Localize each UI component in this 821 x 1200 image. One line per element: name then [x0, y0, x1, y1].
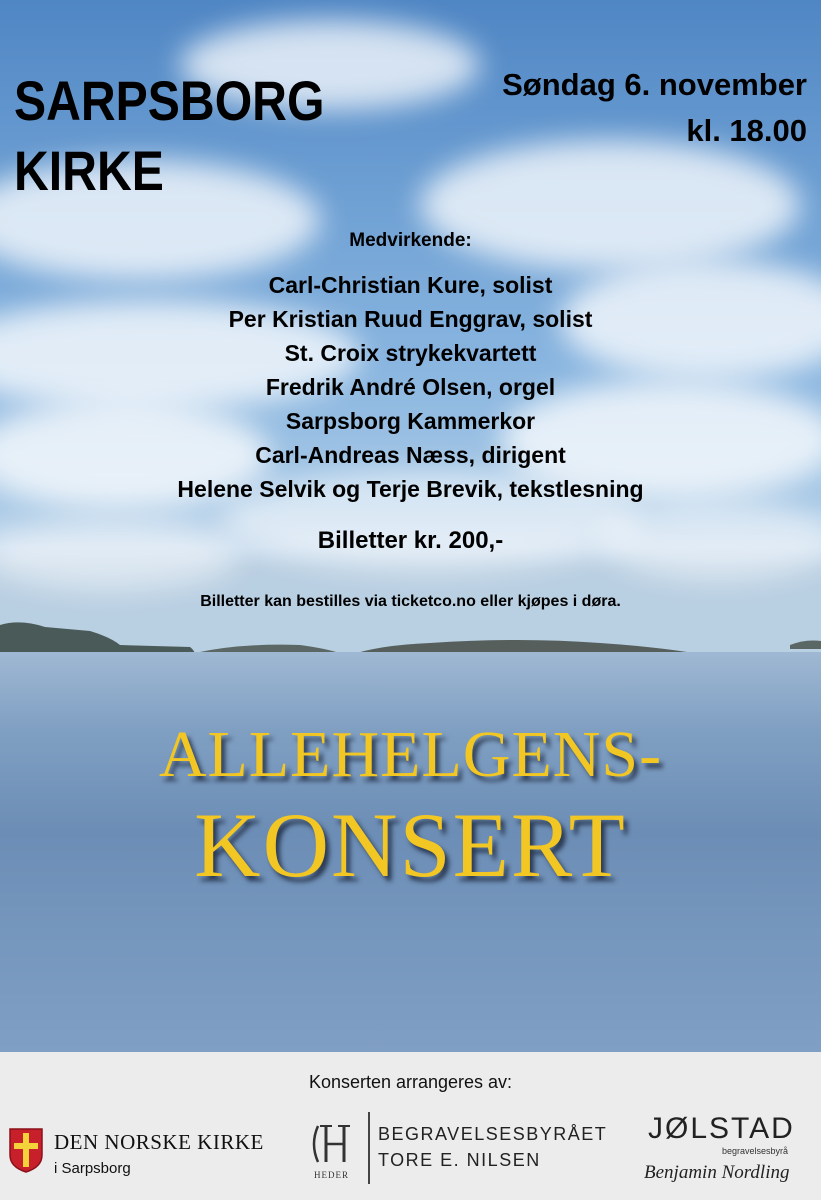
participant: Carl-Andreas Næss, dirigent: [255, 442, 566, 468]
den-norske-kirke-sub: i Sarpsborg: [54, 1160, 131, 1177]
organizers-label: Konserten arrangeres av:: [308, 1072, 513, 1092]
event-date: Søndag 6. november: [502, 67, 807, 102]
participant: Fredrik André Olsen, orgel: [265, 374, 556, 400]
event-time: kl. 18.00: [686, 113, 807, 148]
jolstad-name: JØLSTAD: [648, 1112, 795, 1145]
participant: Sarpsborg Kammerkor: [285, 408, 536, 434]
den-norske-kirke-logo: [8, 1122, 278, 1182]
heder-monogram-icon: [308, 1120, 358, 1168]
ticket-info: Billetter kan bestilles via ticketco.no eller kjøpes i døra.: [200, 593, 621, 610]
church-name: [14, 66, 324, 206]
begravelsesbyraaet-name-line1: BEGRAVELSESBYRÅET: [378, 1124, 608, 1144]
church-name-line1: SARPSBORG: [14, 69, 325, 132]
heder-mark-text: HEDER: [314, 1170, 349, 1180]
concert-title-line2: KONSERT: [194, 794, 627, 896]
logo-divider: [368, 1112, 370, 1184]
participant: Per Kristian Ruud Enggrav, solist: [228, 306, 593, 332]
event-datetime: [502, 62, 807, 154]
begravelsesbyraaet-name-line2: TORE E. NILSEN: [378, 1150, 541, 1170]
participant: Carl-Christian Kure, solist: [268, 272, 553, 298]
church-cross-icon: [8, 1127, 44, 1173]
participants-list: [0, 268, 821, 506]
jolstad-logo: [636, 1112, 816, 1192]
den-norske-kirke-name: DEN NORSKE KIRKE: [54, 1130, 264, 1154]
church-name-line2: KIRKE: [14, 139, 164, 202]
participant: St. Croix strykekvartett: [284, 340, 537, 366]
jolstad-tagline: Benjamin Nordling: [644, 1162, 790, 1183]
jolstad-sub: begravelsesbyrå: [722, 1146, 789, 1156]
participant: Helene Selvik og Terje Brevik, tekstlesning: [177, 476, 644, 502]
organizers-footer: [0, 1052, 821, 1200]
participants-heading: Medvirkende:: [349, 230, 472, 251]
concert-title-line1: ALLEHELGENS-: [158, 718, 663, 791]
ticket-price: Billetter kr. 200,-: [317, 527, 504, 554]
begravelsesbyraaet-logo: [308, 1110, 608, 1190]
